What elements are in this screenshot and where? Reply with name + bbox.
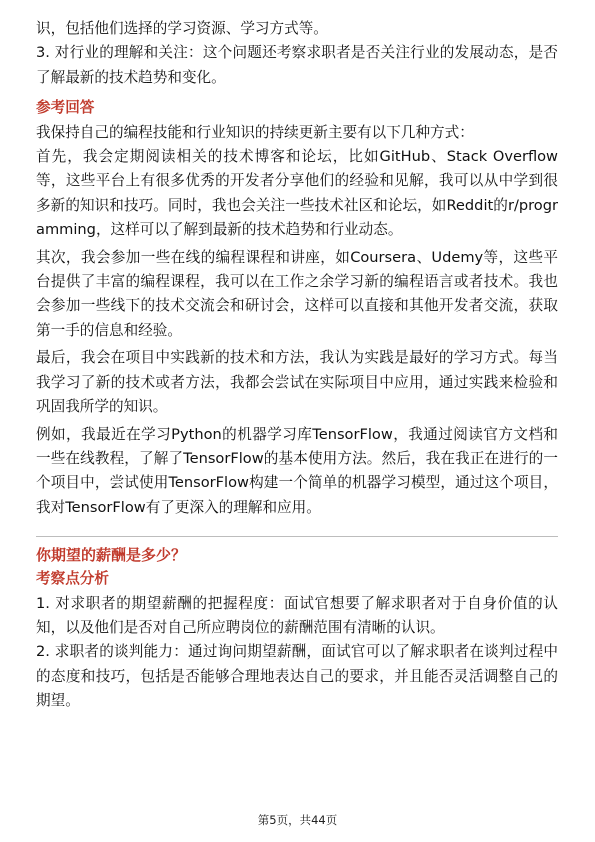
analysis-point-2: 2. 求职者的谈判能力：通过询问期望薪酬，面试官可以了解求职者在谈判过程中的态度和技巧，包括是否能够合理地表达自己的要求，并且能否灵活调整自己的期望。 xyxy=(36,643,558,710)
section-divider xyxy=(36,536,558,537)
page-content xyxy=(36,17,558,714)
reference-answer-heading: 参考回答 xyxy=(36,99,95,117)
reference-paragraph-4: 最后，我会在项目中实践新的技术和方法，我认为实践是最好的学习方式。每当我学习了新的技术或者方法，我都会尝试在实际项目中应用，通过实践来检验和巩固我所学的知识。 xyxy=(36,349,558,416)
analysis-heading: 考察点分析 xyxy=(36,570,109,588)
analysis-point-1: 1. 对求职者的期望薪酬的把握程度：面试官想要了解求职者对于自身价值的认知，以及他们是否对自己所应聘岗位的薪酬范围有清晰的认识。 xyxy=(36,594,558,636)
intro-continuation: 识，包括他们选择的学习资源、学习方式等。 xyxy=(36,20,328,37)
reference-paragraph-3: 其次，我会参加一些在线的编程课程和讲座，如Coursera、Udemy等，这些平台提供了丰富的编程课程，我可以在工作之余学习新的编程语言或者技术。我也会参加一些线下的技术交流会和研讨会，这样可以直接和其他开发者交流，获取第一手的信息和经验。 xyxy=(36,248,558,339)
reference-paragraph-2: 首先，我会定期阅读相关的技术博客和论坛，比如GitHub、Stack Overflow等，这些平台上有很多优秀的开发者分享他们的经验和见解，我可以从中学到很多新的知识和技巧。同时，我也会关注一些技术社区和论坛，如Reddit的r/programming，这样可以了解到最新的技术趋势和行业动态。 xyxy=(36,148,558,239)
page-number-footer: 第5页，共44页 xyxy=(257,813,338,827)
intro-point-3: 3. 对行业的理解和关注：这个问题还考察求职者是否关注行业的发展动态，是否了解最新的技术趋势和变化。 xyxy=(36,44,558,86)
reference-paragraph-5: 例如，我最近在学习Python的机器学习库TensorFlow，我通过阅读官方文档和一些在线教程，了解了TensorFlow的基本使用方法。然后，我在我正在进行的一个项目中，尝试使用TensorFlow构建一个简单的机器学习模型，通过这个项目，我对TensorFlow有了更深入的理解和应用。 xyxy=(36,425,558,516)
reference-paragraph-1: 我保持自己的编程技能和行业知识的持续更新主要有以下几种方式： xyxy=(36,123,474,141)
question-title: 你期望的薪酬是多少？ xyxy=(36,546,187,565)
